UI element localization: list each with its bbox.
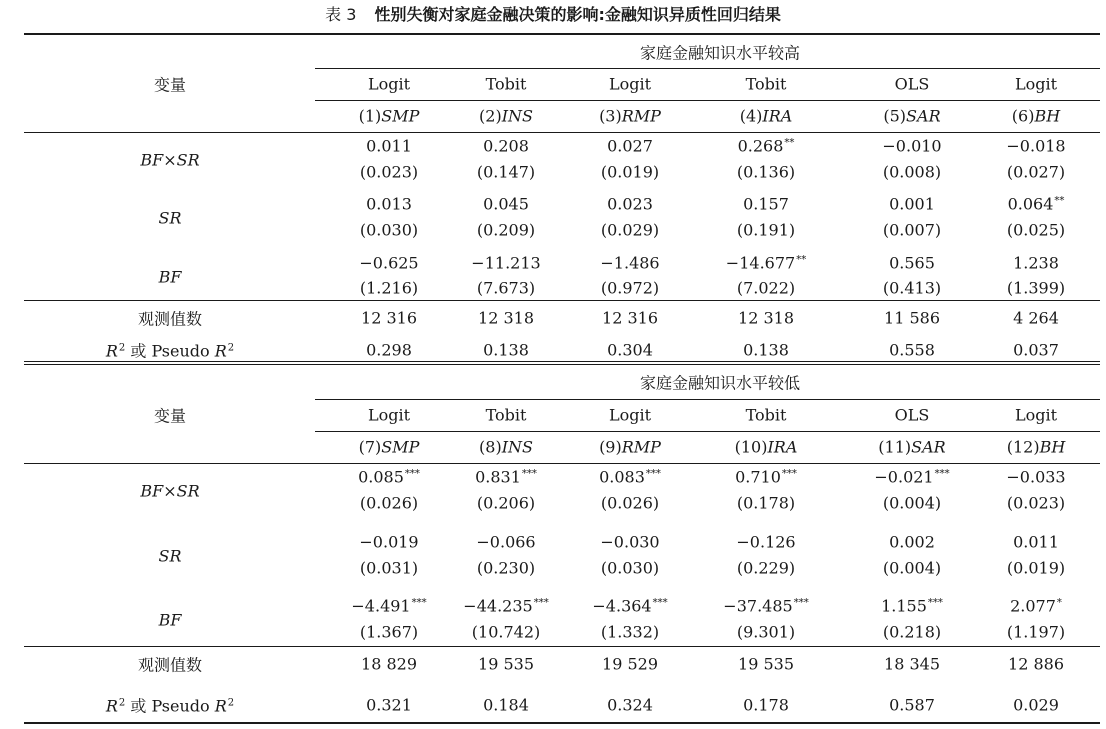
coefficient-value: 0.027	[607, 136, 653, 156]
r-squared-cell: 0.587	[889, 695, 935, 715]
observations-cell: 18 829	[361, 654, 417, 674]
coefficient-cell	[889, 533, 935, 552]
observations-label: 观测值数	[137, 309, 203, 329]
coefficient-value: 1.238	[1013, 253, 1059, 273]
standard-error-cell: (0.007)	[882, 220, 942, 240]
r-squared-mid: 或 Pseudo	[125, 696, 215, 716]
column-number: (4)	[739, 106, 763, 126]
standard-error-cell: (0.029)	[600, 220, 660, 240]
coefficient-value: 0.083	[599, 467, 645, 487]
method-header: Logit	[608, 405, 652, 425]
r-squared-cell: 0.558	[889, 340, 935, 360]
row-label: BF×SR	[140, 481, 200, 501]
stats-rule	[24, 646, 1100, 647]
coefficient-value: −0.033	[1006, 467, 1066, 487]
column-number: (6)	[1011, 106, 1035, 126]
row-label: SR	[158, 546, 182, 566]
coefficient-cell	[366, 137, 412, 156]
method-underline	[315, 431, 1100, 432]
row-label: BF	[158, 610, 182, 630]
superscript: 2	[118, 697, 126, 709]
standard-error-cell: (0.026)	[359, 493, 419, 513]
standard-error-cell: (1.332)	[600, 622, 660, 642]
coefficient-cell	[736, 533, 795, 552]
significance-stars: **	[1054, 195, 1065, 207]
table-caption	[0, 2, 1106, 25]
group-title: 家庭金融知识水平较低	[639, 373, 801, 393]
standard-error-cell: (0.030)	[600, 558, 660, 578]
coefficient-value: 0.565	[889, 253, 935, 273]
coefficient-cell	[359, 254, 418, 273]
observations-cell: 12 316	[361, 308, 417, 328]
method-header: Tobit	[745, 74, 787, 94]
coefficient-value: 0.208	[483, 136, 529, 156]
significance-stars: ***	[927, 597, 943, 609]
coefficient-cell	[483, 195, 529, 214]
standard-error-cell: (0.030)	[359, 220, 419, 240]
column-header	[740, 107, 793, 126]
standard-error-cell: (0.972)	[600, 278, 660, 298]
column-header	[359, 438, 420, 457]
standard-error-cell: (1.367)	[359, 622, 419, 642]
observations-cell: 19 535	[478, 654, 534, 674]
coefficient-cell	[1006, 137, 1065, 156]
coefficient-value: 0.013	[366, 194, 412, 214]
coefficient-value: 0.045	[483, 194, 529, 214]
observations-cell: 4 264	[1013, 308, 1059, 328]
column-number: (7)	[358, 437, 382, 457]
bottom-rule	[24, 722, 1100, 724]
coefficient-cell	[592, 597, 667, 616]
coefficient-cell	[483, 137, 529, 156]
standard-error-cell: (0.136)	[736, 162, 796, 182]
significance-stars: ***	[533, 597, 549, 609]
column-number: (12)	[1006, 437, 1040, 457]
coefficient-cell	[366, 195, 412, 214]
standard-error-cell: (7.022)	[736, 278, 796, 298]
top-rule	[24, 33, 1100, 35]
column-number: (11)	[878, 437, 912, 457]
standard-error-cell: (0.027)	[1006, 162, 1066, 182]
coefficient-cell	[1013, 254, 1059, 273]
r-squared-label	[106, 339, 234, 362]
significance-stars: *	[1056, 597, 1062, 609]
coefficient-cell	[882, 137, 941, 156]
standard-error-cell: (0.178)	[736, 493, 796, 513]
standard-error-cell: (0.008)	[882, 162, 942, 182]
coefficient-cell	[738, 137, 795, 156]
standard-error-cell: (7.673)	[476, 278, 536, 298]
standard-error-cell: (1.399)	[1006, 278, 1066, 298]
standard-error-cell: (0.413)	[882, 278, 942, 298]
group-title: 家庭金融知识水平较高	[639, 43, 801, 63]
observations-cell: 12 318	[738, 308, 794, 328]
column-header	[735, 438, 798, 457]
column-variable: SMP	[381, 437, 420, 457]
coefficient-cell	[726, 254, 806, 273]
coefficient-value: 2.077	[1010, 596, 1056, 616]
column-header	[1012, 107, 1060, 126]
r-symbol: R	[105, 696, 118, 716]
method-header: Tobit	[745, 405, 787, 425]
column-variable: BH	[1034, 106, 1061, 126]
method-header: OLS	[894, 74, 930, 94]
r-squared-cell: 0.321	[366, 695, 412, 715]
coefficient-value: 0.011	[1013, 532, 1059, 552]
table-number: 表 3	[325, 5, 357, 24]
standard-error-cell: (0.206)	[476, 493, 536, 513]
column-variable: SAR	[906, 106, 941, 126]
coefficient-cell	[351, 597, 426, 616]
superscript: 2	[227, 697, 235, 709]
standard-error-cell: (0.031)	[359, 558, 419, 578]
coefficient-value: −0.625	[359, 253, 419, 273]
coefficient-cell	[735, 468, 797, 487]
column-header	[883, 107, 940, 126]
coefficient-value: −0.126	[736, 532, 796, 552]
coefficient-cell	[359, 533, 418, 552]
method-header: Logit	[1014, 74, 1058, 94]
standard-error-cell: (0.026)	[600, 493, 660, 513]
coefficient-cell	[889, 254, 935, 273]
coefficient-value: 1.155	[881, 596, 927, 616]
column-variable: IRA	[762, 106, 793, 126]
column-variable: BH	[1039, 437, 1066, 457]
coefficient-cell	[1008, 195, 1065, 214]
observations-cell: 12 318	[478, 308, 534, 328]
standard-error-cell: (9.301)	[736, 622, 796, 642]
column-number: (8)	[479, 437, 502, 457]
header-bottom-rule	[24, 463, 1100, 464]
coefficient-cell	[600, 254, 659, 273]
coefficient-value: 0.011	[366, 136, 412, 156]
superscript: 2	[118, 342, 126, 354]
significance-stars: **	[784, 137, 795, 149]
coefficient-cell	[463, 597, 548, 616]
coefficient-value: −1.486	[600, 253, 660, 273]
column-variable: RMP	[621, 437, 661, 457]
r-squared-cell: 0.184	[483, 695, 529, 715]
row-label: BF×SR	[140, 150, 200, 170]
group-underline	[315, 68, 1100, 69]
standard-error-cell: (1.216)	[359, 278, 419, 298]
r-symbol: R	[214, 341, 227, 361]
column-number: (9)	[599, 437, 622, 457]
panel-divider-rule-upper	[24, 361, 1100, 362]
method-header: Logit	[608, 74, 652, 94]
column-header	[1007, 438, 1066, 457]
r-symbol: R	[214, 696, 227, 716]
table-title: 性别失衡对家庭金融决策的影响:金融知识异质性回归结果	[374, 5, 781, 24]
column-variable: RMP	[621, 106, 661, 126]
method-header: OLS	[894, 405, 930, 425]
significance-stars: ***	[934, 468, 950, 480]
column-variable: IRA	[767, 437, 798, 457]
r-squared-cell: 0.178	[743, 695, 789, 715]
column-number: (3)	[599, 106, 622, 126]
significance-stars: ***	[781, 468, 797, 480]
coefficient-value: −0.066	[476, 532, 536, 552]
row-label: SR	[158, 208, 182, 228]
column-header	[599, 438, 661, 457]
column-header	[479, 438, 533, 457]
coefficient-cell	[476, 533, 535, 552]
group-underline	[315, 399, 1100, 400]
standard-error-cell: (0.218)	[882, 622, 942, 642]
standard-error-cell: (0.019)	[600, 162, 660, 182]
coefficient-value: −0.010	[882, 136, 942, 156]
column-number: (1)	[358, 106, 382, 126]
column-variable: SAR	[911, 437, 946, 457]
column-number: (2)	[479, 106, 502, 126]
standard-error-cell: (10.742)	[471, 622, 541, 642]
standard-error-cell: (0.004)	[882, 558, 942, 578]
coefficient-cell	[607, 195, 653, 214]
header-bottom-rule	[24, 132, 1100, 133]
coefficient-cell	[1006, 468, 1065, 487]
coefficient-value: 0.268	[737, 136, 784, 156]
method-header: Logit	[1014, 405, 1058, 425]
coefficient-value: −0.018	[1006, 136, 1066, 156]
coefficient-cell	[889, 195, 935, 214]
coefficient-value: 0.064	[1007, 194, 1054, 214]
significance-stars: ***	[645, 468, 661, 480]
significance-stars: ***	[652, 597, 668, 609]
coefficient-cell	[475, 468, 537, 487]
standard-error-cell: (0.023)	[359, 162, 419, 182]
standard-error-cell: (0.004)	[882, 493, 942, 513]
coefficient-cell	[743, 195, 789, 214]
panel-divider-rule-lower	[24, 364, 1100, 365]
observations-cell: 18 345	[884, 654, 940, 674]
method-underline	[315, 100, 1100, 101]
method-header: Logit	[367, 74, 411, 94]
coefficient-cell	[723, 597, 808, 616]
row-label: BF	[158, 267, 182, 287]
observations-cell: 19 535	[738, 654, 794, 674]
standard-error-cell: (1.197)	[1006, 622, 1066, 642]
coefficient-cell	[1010, 597, 1062, 616]
stats-rule	[24, 300, 1100, 301]
coefficient-value: −4.491	[351, 596, 411, 616]
standard-error-cell: (0.025)	[1006, 220, 1066, 240]
significance-stars: ***	[793, 597, 809, 609]
coefficient-cell	[874, 468, 949, 487]
coefficient-value: −0.030	[600, 532, 660, 552]
coefficient-value: 0.710	[735, 467, 781, 487]
coefficient-value: −11.213	[471, 253, 541, 273]
standard-error-cell: (0.230)	[476, 558, 536, 578]
r-squared-cell: 0.298	[366, 340, 412, 360]
r-squared-label	[106, 694, 234, 717]
coefficient-value: 0.001	[889, 194, 935, 214]
coefficient-cell	[358, 468, 420, 487]
coefficient-value: −14.677	[725, 253, 796, 273]
coefficient-cell	[600, 533, 659, 552]
observations-cell: 11 586	[884, 308, 940, 328]
r-squared-cell: 0.304	[607, 340, 653, 360]
observations-cell: 12 316	[602, 308, 658, 328]
significance-stars: ***	[521, 468, 537, 480]
variable-header: 变量	[153, 75, 187, 95]
standard-error-cell: (0.191)	[736, 220, 796, 240]
coefficient-value: −37.485	[723, 596, 793, 616]
coefficient-cell	[1013, 533, 1059, 552]
standard-error-cell: (0.209)	[476, 220, 536, 240]
coefficient-value: −0.021	[874, 467, 934, 487]
column-header	[878, 438, 945, 457]
observations-cell: 12 886	[1008, 654, 1064, 674]
superscript: 2	[227, 342, 235, 354]
column-header	[479, 107, 533, 126]
observations-cell: 19 529	[602, 654, 658, 674]
r-squared-cell: 0.029	[1013, 695, 1059, 715]
column-variable: INS	[501, 437, 533, 457]
r-squared-cell: 0.138	[483, 340, 529, 360]
coefficient-cell	[599, 468, 661, 487]
observations-label: 观测值数	[137, 655, 203, 675]
standard-error-cell: (0.023)	[1006, 493, 1066, 513]
coefficient-value: 0.002	[889, 532, 935, 552]
coefficient-value: 0.085	[358, 467, 404, 487]
column-variable: INS	[501, 106, 533, 126]
significance-stars: ***	[404, 468, 420, 480]
column-header	[599, 107, 661, 126]
coefficient-value: −0.019	[359, 532, 419, 552]
standard-error-cell: (0.147)	[476, 162, 536, 182]
coefficient-value: 0.157	[743, 194, 789, 214]
column-number: (5)	[883, 106, 907, 126]
r-symbol: R	[105, 341, 118, 361]
coefficient-cell	[471, 254, 540, 273]
column-header	[359, 107, 420, 126]
method-header: Tobit	[485, 405, 527, 425]
r-squared-cell: 0.138	[743, 340, 789, 360]
coefficient-value: −4.364	[592, 596, 652, 616]
column-number: (10)	[734, 437, 768, 457]
significance-stars: **	[796, 254, 807, 266]
method-header: Tobit	[485, 74, 527, 94]
standard-error-cell: (0.229)	[736, 558, 796, 578]
coefficient-value: 0.023	[607, 194, 653, 214]
coefficient-value: −44.235	[463, 596, 533, 616]
coefficient-cell	[607, 137, 653, 156]
coefficient-cell	[881, 597, 943, 616]
r-squared-mid: 或 Pseudo	[125, 341, 215, 361]
coefficient-value: 0.831	[475, 467, 521, 487]
standard-error-cell: (0.019)	[1006, 558, 1066, 578]
r-squared-cell: 0.324	[607, 695, 653, 715]
column-variable: SMP	[381, 106, 420, 126]
r-squared-cell: 0.037	[1013, 340, 1059, 360]
variable-header: 变量	[153, 406, 187, 426]
significance-stars: ***	[411, 597, 427, 609]
method-header: Logit	[367, 405, 411, 425]
